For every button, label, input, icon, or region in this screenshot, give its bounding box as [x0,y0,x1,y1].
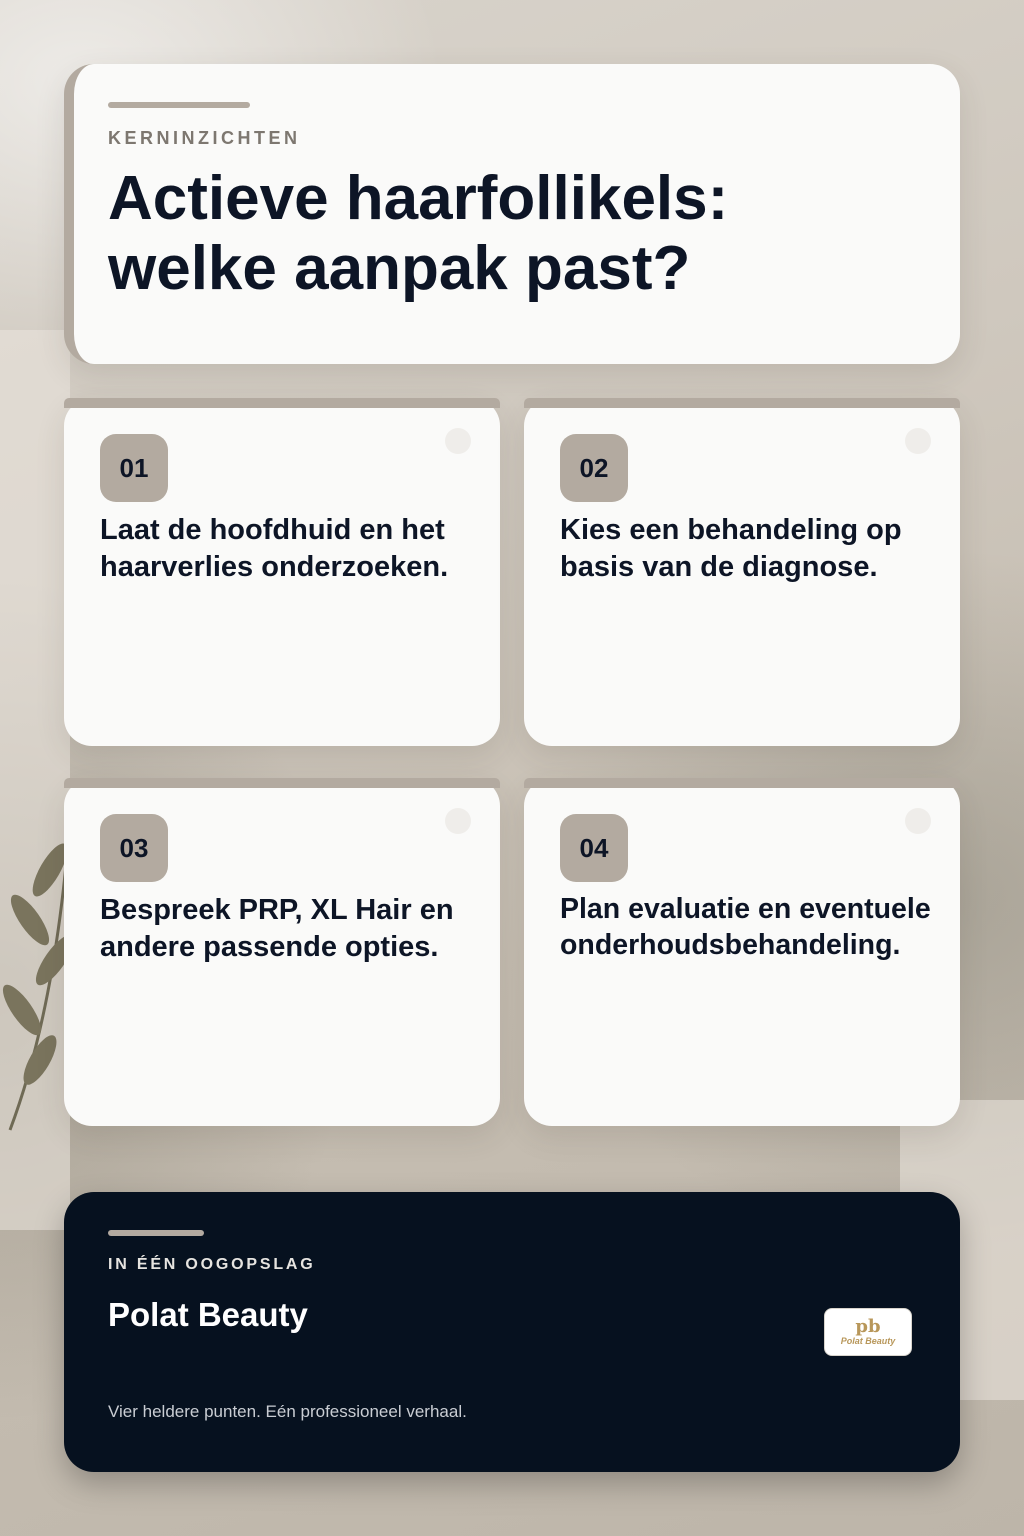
step-card-3 [64,778,500,1126]
brand-logo-monogram: pb [855,1315,881,1337]
step-card-1 [64,398,500,746]
step-card-dot-icon [905,428,931,454]
step-number-badge: 02 [560,434,628,502]
page-title-line-2: welke aanpak past? [108,234,691,303]
step-card-dot-icon [445,808,471,834]
step-card-top-bar [64,778,500,788]
footer-tagline: Vier heldere punten. Eén professioneel verhaal. [108,1402,467,1421]
footer-eyebrow: IN ÉÉN OOGOPSLAG [108,1256,316,1273]
step-text: Laat de hoofdhuid en het haarverlies onderzoeken. [100,514,449,583]
brand-logo-wordmark: Polat Beauty [840,1335,896,1346]
step-card-dot-icon [445,428,471,454]
step-card-top-bar [524,398,960,408]
page-title-line-1: Actieve haarfollikels: [108,164,729,233]
step-text: Bespreek PRP, XL Hair en andere passende opties. [100,894,454,963]
step-card-4 [524,778,960,1126]
step-card-top-bar [524,778,960,788]
header-accent-bar [108,102,250,108]
step-number-badge: 04 [560,814,628,882]
header-eyebrow: KERNINZICHTEN [108,128,301,148]
footer-brand-name: Polat Beauty [108,1296,308,1333]
step-card-top-bar [64,398,500,408]
step-number-badge: 01 [100,434,168,502]
brand-logo [824,1308,912,1356]
step-card-dot-icon [905,808,931,834]
footer-card [64,1192,960,1472]
step-text: Kies een behandeling op basis van de diagnose. [560,514,902,583]
header-card [64,64,960,364]
step-text: Plan evaluatie en eventuele onderhoudsbehandeling. [560,893,931,961]
footer-accent-bar [108,1230,204,1236]
page-title [108,164,928,304]
step-number-badge: 03 [100,814,168,882]
step-card-2 [524,398,960,746]
